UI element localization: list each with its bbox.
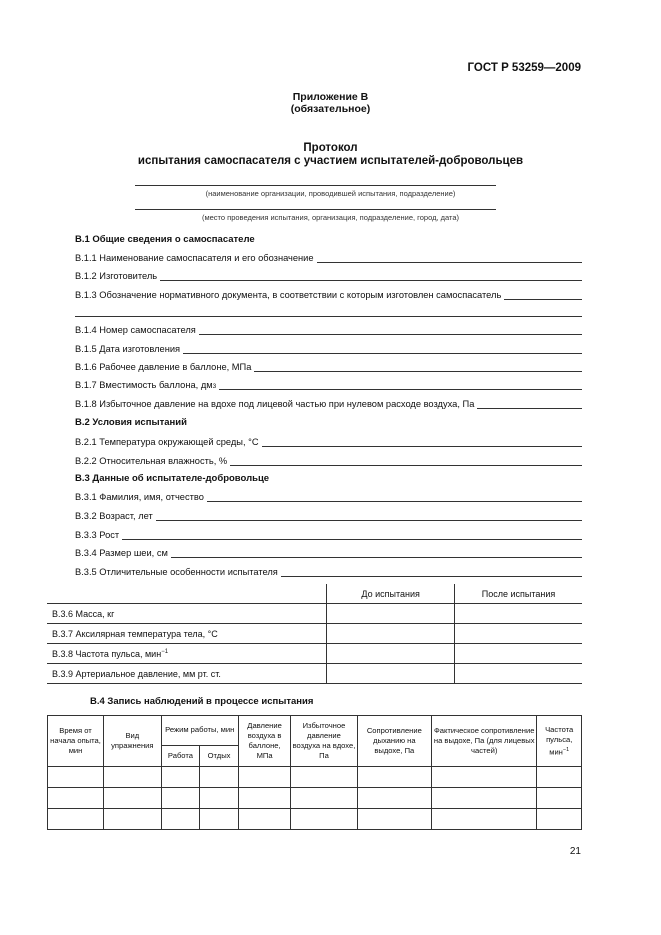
header-work: Работа (161, 745, 200, 766)
field-b16-line[interactable] (254, 361, 582, 372)
field-b33-line[interactable] (122, 529, 582, 540)
observation-table (47, 715, 582, 830)
field-b22 (75, 455, 582, 466)
field-b35 (75, 566, 582, 577)
field-b16-label: В.1.6 Рабочее давление в баллоне, МПа (75, 362, 252, 372)
table-cell[interactable] (291, 788, 357, 809)
field-b16 (75, 361, 582, 372)
cell-pulse-before[interactable] (327, 644, 455, 664)
header-rest: Отдых (200, 745, 239, 766)
row-label-pulse-exponent: −1 (161, 648, 169, 655)
field-b35-line[interactable] (281, 566, 582, 577)
table-row (47, 664, 582, 684)
table-cell[interactable] (238, 809, 290, 830)
table-cell[interactable] (200, 809, 239, 830)
table-cell[interactable] (537, 767, 582, 788)
field-b31 (75, 491, 582, 502)
field-b15-label: В.1.5 Дата изготовления (75, 344, 181, 354)
org-hint: (наименование организации, проводившей испытания, подразделение) (205, 189, 456, 198)
field-b17 (75, 379, 582, 390)
field-b11-line[interactable] (317, 252, 582, 263)
field-b18-line[interactable] (477, 398, 582, 409)
field-b32-label: В.3.2 Возраст, лет (75, 511, 153, 521)
table-row (48, 788, 582, 809)
table-cell[interactable] (161, 809, 200, 830)
field-b21 (75, 436, 582, 447)
header-exercise: Вид упражнения (104, 716, 162, 767)
field-b34 (75, 547, 582, 558)
header-pulse (537, 716, 582, 767)
field-b12 (75, 270, 582, 281)
section-4-title: В.4 Запись наблюдений в процессе испытания (90, 696, 314, 707)
field-b22-line[interactable] (230, 455, 582, 466)
table-cell[interactable] (357, 767, 431, 788)
field-b18-label: В.1.8 Избыточное давление на вдохе под лицевой частью при нулевом расходе воздуха, Па (75, 399, 475, 409)
table-cell[interactable] (200, 788, 239, 809)
field-b21-line[interactable] (262, 436, 582, 447)
cell-pressure-after[interactable] (455, 664, 582, 684)
cell-temperature-before[interactable] (327, 624, 455, 644)
header-mode: Режим работы, мин (161, 716, 238, 746)
field-b17-line[interactable] (219, 379, 582, 390)
table-cell[interactable] (161, 788, 200, 809)
field-b34-line[interactable] (171, 547, 582, 558)
table-cell[interactable] (48, 788, 104, 809)
header-before-test: До испытания (327, 584, 455, 604)
section-3-title: В.3 Данные об испытателе-добровольце (75, 473, 270, 484)
field-b34-label: В.3.4 Размер шеи, см (75, 548, 168, 558)
header-resistance: Сопротивление дыханию на выдохе, Па (357, 716, 431, 767)
table-corner-cell (47, 584, 327, 604)
protocol-title: Протокол (303, 142, 358, 154)
org-line[interactable] (135, 185, 496, 186)
field-b32 (75, 510, 582, 521)
header-after-test: После испытания (455, 584, 582, 604)
place-hint: (место проведения испытания, организация, подразделение, город, дата) (201, 213, 460, 222)
field-b12-line[interactable] (160, 270, 582, 281)
field-b17-unit-exponent: 3 (212, 383, 217, 390)
cell-mass-before[interactable] (327, 604, 455, 624)
appendix-title: Приложение В (292, 91, 369, 103)
table-cell[interactable] (104, 809, 162, 830)
header-pulse-text: Частота пульса, мин (545, 724, 574, 757)
field-b33 (75, 529, 582, 540)
section-1-title: В.1 Общие сведения о самоспасателе (75, 234, 255, 245)
table-row (48, 767, 582, 788)
row-label-pulse (47, 644, 327, 664)
field-b18 (75, 398, 582, 409)
field-b33-label: В.3.3 Рост (75, 530, 120, 540)
field-b15-line[interactable] (183, 343, 582, 354)
table-header-row (47, 584, 582, 604)
field-b13-line-2[interactable] (75, 316, 582, 317)
cell-mass-after[interactable] (455, 604, 582, 624)
table-cell[interactable] (432, 809, 537, 830)
header-cylinder-pressure: Давление воздуха в баллоне, МПа (238, 716, 290, 767)
header-pulse-exponent: −1 (562, 746, 570, 753)
field-b35-label: В.3.5 Отличительные особенности испытателя (75, 567, 278, 577)
appendix-status: (обязательное) (290, 103, 371, 115)
row-label-mass: В.3.6 Масса, кг (47, 604, 327, 624)
field-b17-label: В.1.7 Вместимость баллона, дм (75, 380, 213, 390)
protocol-subtitle: испытания самоспасателя с участием испытателей-добровольцев (137, 155, 524, 167)
table-cell[interactable] (48, 809, 104, 830)
header-excess-pressure: Избыточное давление воздуха на вдохе, Па (291, 716, 357, 767)
table-cell[interactable] (291, 767, 357, 788)
table-cell[interactable] (432, 767, 537, 788)
table-row (47, 604, 582, 624)
volunteer-data-table (47, 584, 582, 684)
header-time: Время от начала опыта, мин (48, 716, 104, 767)
row-label-pulse-text: В.3.8 Частота пульса, мин (52, 648, 162, 659)
field-b22-label: В.2.2 Относительная влажность, % (75, 456, 228, 466)
table-cell[interactable] (357, 788, 431, 809)
field-b12-label: В.1.2 Изготовитель (75, 271, 158, 281)
table-cell[interactable] (104, 788, 162, 809)
field-b14-line[interactable] (199, 324, 582, 335)
table-cell[interactable] (291, 809, 357, 830)
field-b13-label: В.1.3 Обозначение нормативного документа, в соответствии с которым изготовлен самоспасатель (75, 290, 502, 300)
table-header-row (48, 716, 582, 746)
table-cell[interactable] (537, 788, 582, 809)
field-b11 (75, 252, 582, 263)
table-cell[interactable] (104, 767, 162, 788)
field-b21-label: В.2.1 Температура окружающей среды, °С (75, 437, 259, 447)
field-b11-label: В.1.1 Наименование самоспасателя и его обозначение (75, 253, 314, 263)
standard-number: ГОСТ Р 53259—2009 (467, 62, 581, 74)
page-number: 21 (569, 846, 581, 857)
table-cell[interactable] (161, 767, 200, 788)
header-actual-resistance: Фактическое сопротивление на выдохе, Па (для лицевых частей) (432, 716, 537, 767)
row-label-temperature: В.3.7 Аксилярная температура тела, °С (47, 624, 327, 644)
table-row (47, 624, 582, 644)
cell-pressure-before[interactable] (327, 664, 455, 684)
table-cell[interactable] (238, 767, 290, 788)
place-line[interactable] (135, 209, 496, 210)
row-label-pressure: В.3.9 Артериальное давление, мм рт. ст. (47, 664, 327, 684)
table-cell[interactable] (432, 788, 537, 809)
field-b13-line[interactable] (504, 289, 582, 300)
field-b14-label: В.1.4 Номер самоспасателя (75, 325, 196, 335)
table-row (48, 809, 582, 830)
table-row (47, 644, 582, 664)
field-b31-line[interactable] (207, 491, 582, 502)
cell-pulse-after[interactable] (455, 644, 582, 664)
table-cell[interactable] (48, 767, 104, 788)
field-b13 (75, 289, 582, 300)
field-b14 (75, 324, 582, 335)
table-cell[interactable] (357, 809, 431, 830)
table-cell[interactable] (537, 809, 582, 830)
cell-temperature-after[interactable] (455, 624, 582, 644)
field-b15 (75, 343, 582, 354)
field-b32-line[interactable] (156, 510, 582, 521)
table-cell[interactable] (238, 788, 290, 809)
section-2-title: В.2 Условия испытаний (75, 417, 187, 428)
field-b31-label: В.3.1 Фамилия, имя, отчество (75, 492, 204, 502)
table-cell[interactable] (200, 767, 239, 788)
